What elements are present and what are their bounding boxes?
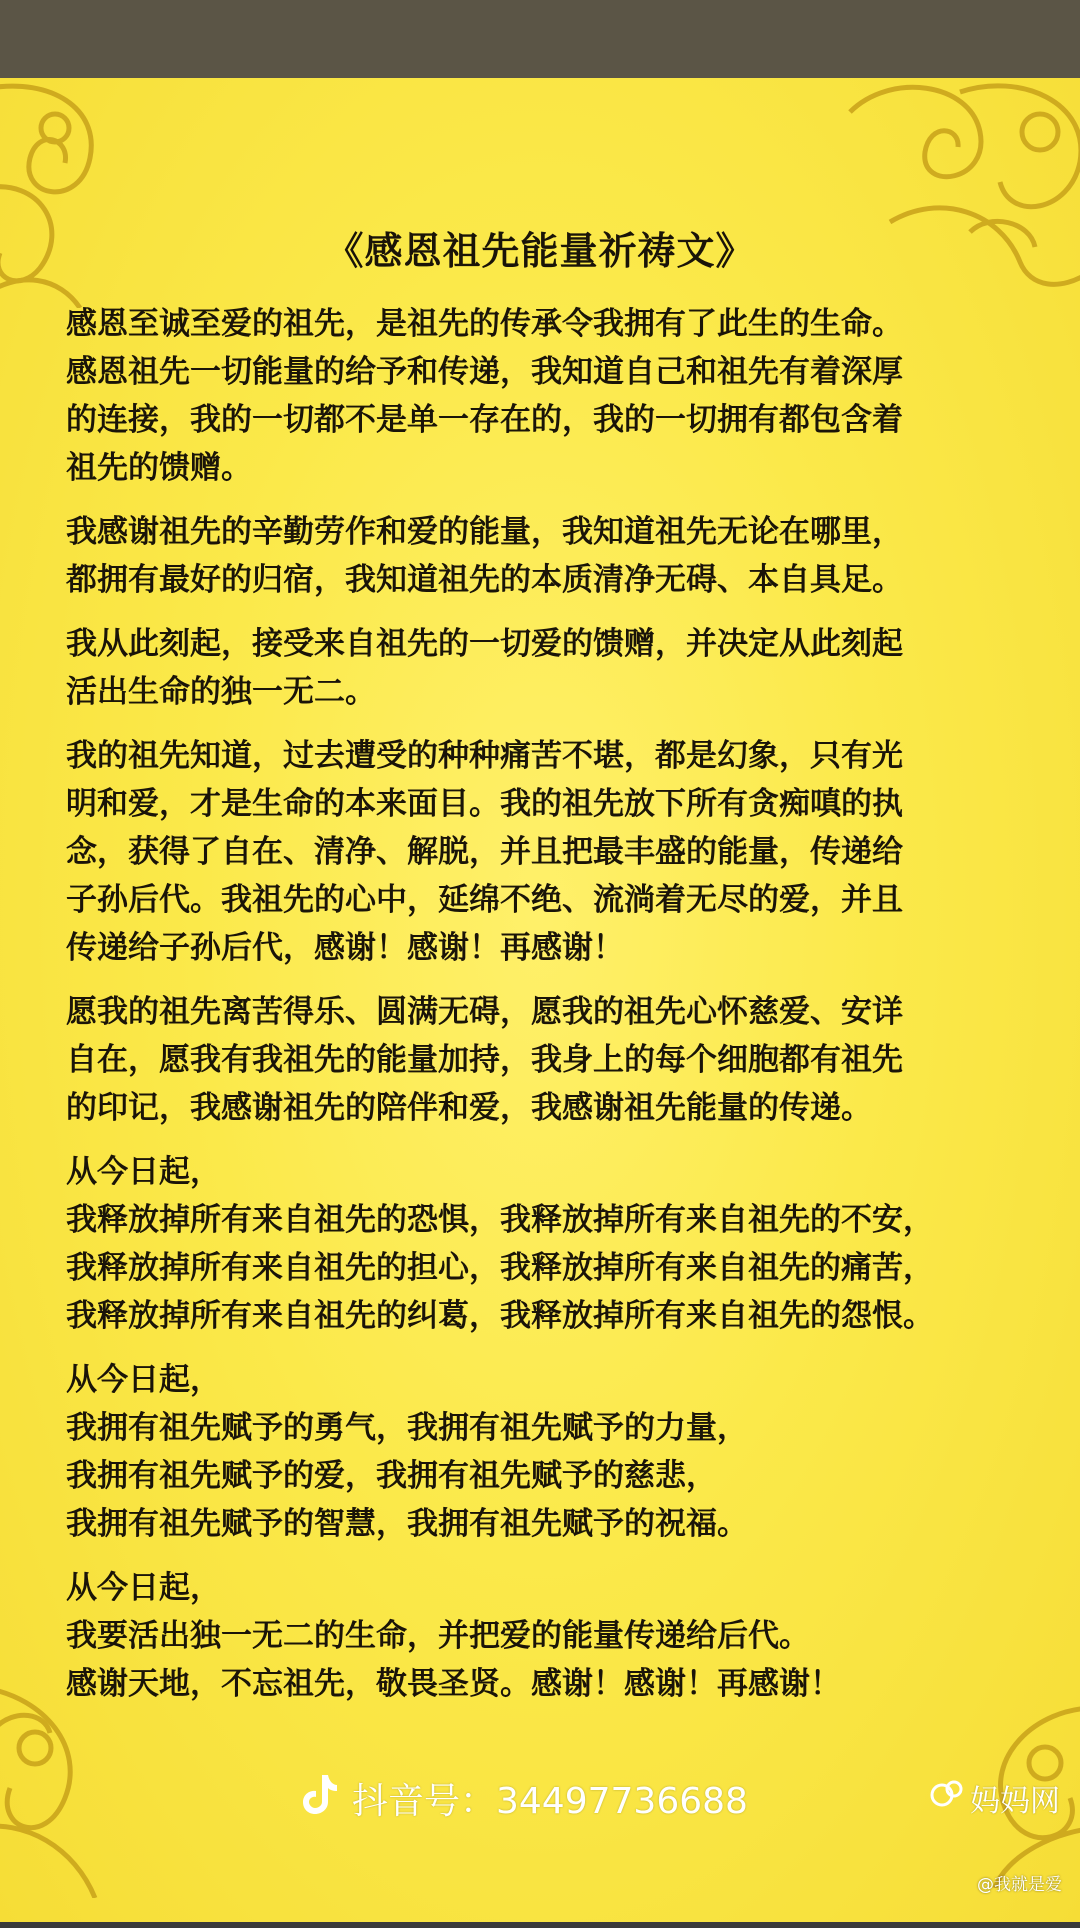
tiktok-logo-icon — [302, 1773, 338, 1824]
user-handle: @我就是爱 — [977, 1875, 1062, 1895]
tiktok-id-label: 抖音号：34497736688 — [352, 1780, 748, 1822]
watermark-footer — [0, 1768, 1080, 1848]
paragraph: 从今日起， 我释放掉所有来自祖先的恐惧，我释放掉所有来自祖先的不安， 我释放掉所有来自祖先的担心，我释放掉所有来自祖先的痛苦， 我释放掉所有来自祖先的纠葛，我释放掉所有来自祖先的怨恨。 — [66, 1154, 934, 1334]
document-title: 《感恩祖先能量祈祷文》 — [325, 229, 755, 273]
site-watermark — [930, 1776, 1060, 1820]
paragraph: 我感谢祖先的辛勤劳作和爱的能量，我知道祖先无论在哪里， 都拥有最好的归宿，我知道祖先的本质清净无碍、本自具足。 — [66, 514, 903, 598]
top-bar — [0, 0, 1080, 78]
bottom-edge — [0, 1922, 1080, 1928]
tiktok-watermark — [302, 1768, 748, 1828]
paragraph: 我的祖先知道，过去遭受的种种痛苦不堪，都是幻象，只有光 明和爱，才是生命的本来面目。我的祖先放下所有贪痴嗔的执 念，获得了自在、清净、解脱，并且把最丰盛的能量，传递给 子孙后代。我祖先的心中，延绵不绝、流淌着无尽的爱，并且 传递给子孙后代，感谢！感谢！再感谢！ — [66, 738, 903, 966]
mamawang-logo-icon — [930, 1779, 964, 1817]
prayer-body — [66, 300, 1016, 1724]
paragraph: 愿我的祖先离苦得乐、圆满无碍，愿我的祖先心怀慈爱、安详 自在，愿我有我祖先的能量加持，我身上的每个细胞都有祖先 的印记，我感谢祖先的陪伴和爱，我感谢祖先能量的传递。 — [66, 994, 903, 1126]
site-label: 妈妈网 — [970, 1784, 1060, 1819]
paragraph: 从今日起， 我要活出独一无二的生命，并把爱的能量传递给后代。 感谢天地，不忘祖先，敬畏圣贤。感谢！感谢！再感谢！ — [66, 1570, 841, 1702]
paragraph: 感恩至诚至爱的祖先，是祖先的传承令我拥有了此生的生命。 感恩祖先一切能量的给予和传递，我知道自己和祖先有着深厚 的连接，我的一切都不是单一存在的，我的一切拥有都包含着 祖先的馈赠。 — [66, 306, 903, 486]
document-sheet — [0, 78, 1080, 1928]
paragraph: 从今日起， 我拥有祖先赋予的勇气，我拥有祖先赋予的力量， 我拥有祖先赋予的爱，我拥有祖先赋予的慈悲， 我拥有祖先赋予的智慧，我拥有祖先赋予的祝福。 — [66, 1362, 748, 1542]
paragraph: 我从此刻起，接受来自祖先的一切爱的馈赠，并决定从此刻起 活出生命的独一无二。 — [66, 626, 903, 710]
